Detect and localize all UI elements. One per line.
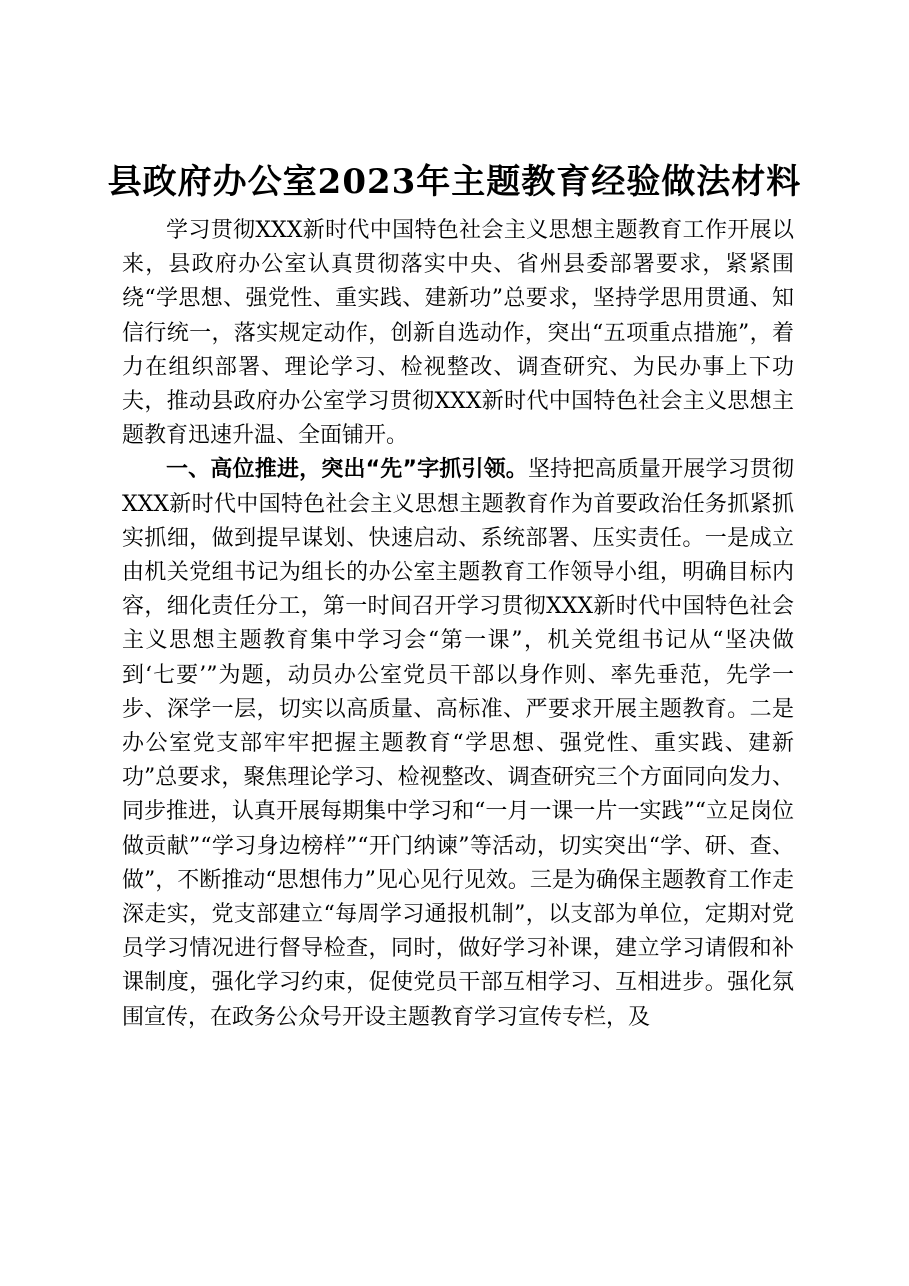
document-body	[122, 214, 794, 1035]
paragraph-text: 学习贯彻XXX新时代中国特色社会主义思想主题教育工作开展以来，县政府办公室认真贯彻落实中央、省州县委部署要求，紧紧围绕“学思想、强党性、重实践、建新功”总要求，坚持学思用贯通、知信行统一，落实规定动作，创新自选动作，突出“五项重点措施”，着力在组织部署、理论学习、检视整改、调查研究、为民办事上下功夫，推动县政府办公室学习贯彻XXX新时代中国特色社会主义思想主题教育迅速升温、全面铺开。	[122, 218, 794, 449]
section-one-heading: 一、高位推进，突出“先”字抓引领。	[166, 457, 528, 483]
paragraph-text: 坚持把高质量开展学习贯彻XXX新时代中国特色社会主义思想主题教育作为首要政治任务抓紧抓实抓细，做到提早谋划、快速启动、系统部署、压实责任。一是成立由机关党组书记为组长的办公室主题教育工作领导小组，明确目标内容，细化责任分工，第一时间召开学习贯彻XXX新时代中国特色社会主义思想主题教育集中学习会“第一课”，机关党组书记从“坚决做到‘七要’”为题，动员办公室党员干部以身作则、率先垂范，先学一步、深学一层，切实以高质量、高标准、严要求开展主题教育。二是办公室党支部牢牢把握主题教育“学思想、强党性、重实践、建新功”总要求，聚焦理论学习、检视整改、调查研究三个方面同向发力、同步推进，认真开展每期集中学习和“一月一课一片一实践”“立足岗位做贡献”“学习身边榜样”“开门纳谏”等活动，切实突出“学、研、查、做”，不断推动“思想伟力”见心见行见效。三是为确保主题教育工作走深走实，党支部建立“每周学习通报机制”，以支部为单位，定期对党员学习情况进行督导检查，同时，做好学习补课，建立学习请假和补课制度，强化学习约束，促使党员干部互相学习、互相进步。强化氛围宣传，在政务公众号开设主题教育学习宣传专栏，及	[122, 457, 794, 1030]
document-title: 县政府办公室2023年主题教育经验做法材料	[107, 162, 802, 202]
section-one-paragraph	[122, 453, 794, 1034]
intro-paragraph	[122, 214, 794, 453]
